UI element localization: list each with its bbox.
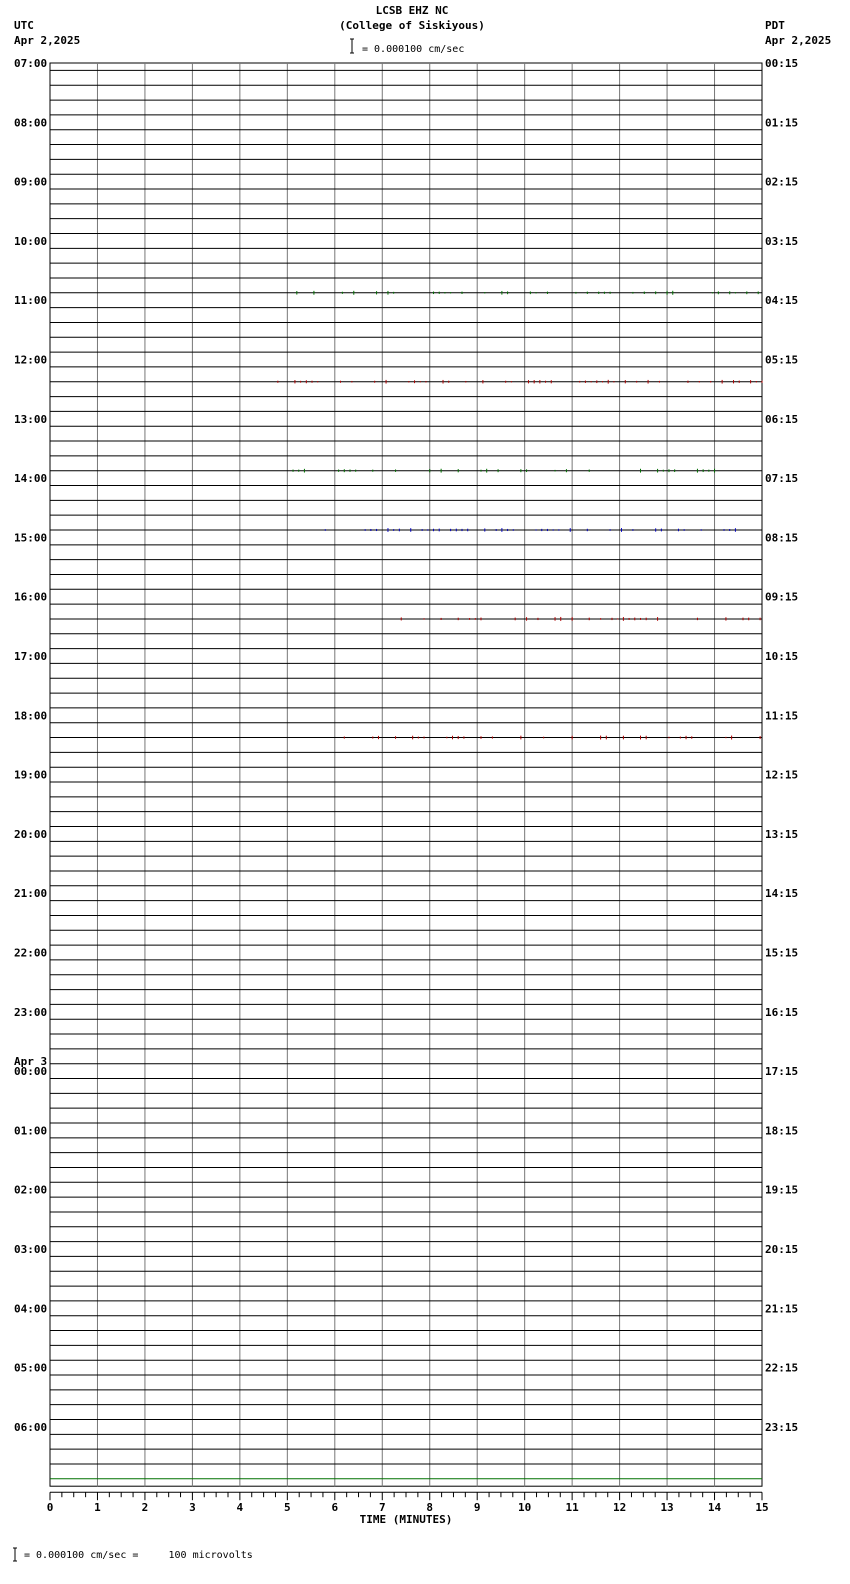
x-tick-label: 11 xyxy=(565,1501,579,1515)
plot-frame xyxy=(50,63,762,1486)
utc-hour-label: 12:00 xyxy=(14,353,48,367)
utc-hour-label: 00:00 xyxy=(14,1065,48,1079)
utc-hour-label: 06:00 xyxy=(14,1420,48,1434)
local-hour-label: 19:15 xyxy=(765,1183,799,1197)
utc-hour-label: 08:00 xyxy=(14,116,48,130)
utc-hour-label: 07:00 xyxy=(14,57,48,70)
x-tick-label: 3 xyxy=(189,1501,196,1515)
local-hour-label: 22:15 xyxy=(765,1361,799,1375)
x-tick-label: 0 xyxy=(46,1501,54,1515)
utc-hour-label: 10:00 xyxy=(14,234,48,248)
utc-hour-label: 13:00 xyxy=(14,412,48,426)
x-tick-label: 1 xyxy=(94,1501,101,1515)
local-hour-label: 05:15 xyxy=(765,353,799,367)
local-hour-label: 16:15 xyxy=(765,1005,799,1019)
utc-hour-label: 18:00 xyxy=(14,709,48,723)
left-timezone: UTC xyxy=(14,19,34,32)
right-date: Apr 2,2025 xyxy=(765,34,832,47)
x-tick-label: 5 xyxy=(284,1501,291,1515)
local-hour-label: 13:15 xyxy=(765,827,799,841)
local-hour-label: 10:15 xyxy=(765,650,799,663)
local-hour-label: 21:15 xyxy=(765,1302,799,1316)
utc-hour-label: 16:00 xyxy=(14,590,48,604)
x-tick-label: 15 xyxy=(755,1501,769,1515)
local-hour-label: 12:15 xyxy=(765,768,799,782)
x-tick-label: 2 xyxy=(141,1501,149,1515)
utc-hour-label: 11:00 xyxy=(14,294,48,308)
local-hour-label: 11:15 xyxy=(765,709,799,723)
utc-hour-label: 02:00 xyxy=(14,1183,48,1197)
x-tick-label: 4 xyxy=(236,1501,244,1515)
station-title: LCSB EHZ NC xyxy=(375,4,449,17)
utc-hour-label: 15:00 xyxy=(14,531,48,545)
local-hour-label: 09:15 xyxy=(765,590,799,604)
date-change-label: Apr 3 xyxy=(14,1055,48,1069)
utc-hour-label: 19:00 xyxy=(14,768,48,782)
local-hour-label: 15:15 xyxy=(765,946,799,960)
utc-hour-label: 03:00 xyxy=(14,1243,48,1256)
local-hour-label: 08:15 xyxy=(765,531,799,545)
utc-hour-label: 17:00 xyxy=(14,650,48,663)
utc-hour-label: 14:00 xyxy=(14,472,48,486)
x-tick-label: 7 xyxy=(378,1501,386,1515)
left-date: Apr 2,2025 xyxy=(14,34,81,47)
local-hour-label: 23:15 xyxy=(765,1420,799,1434)
local-hour-label: 04:15 xyxy=(765,294,799,308)
x-tick-label: 14 xyxy=(707,1501,722,1515)
local-hour-label: 07:15 xyxy=(765,472,799,486)
local-hour-label: 03:15 xyxy=(765,234,799,248)
utc-hour-label: 20:00 xyxy=(14,827,48,841)
local-hour-label: 06:15 xyxy=(765,412,799,426)
utc-hour-label: 22:00 xyxy=(14,946,48,960)
local-hour-label: 02:15 xyxy=(765,175,799,189)
utc-hour-label: 04:00 xyxy=(14,1302,48,1316)
local-hour-label: 20:15 xyxy=(765,1243,799,1256)
local-hour-label: 00:15 xyxy=(765,57,799,70)
x-tick-label: 13 xyxy=(660,1501,674,1515)
local-hour-label: 18:15 xyxy=(765,1124,799,1138)
utc-hour-label: 23:00 xyxy=(14,1005,48,1019)
utc-hour-label: 09:00 xyxy=(14,175,48,189)
utc-hour-label: 01:00 xyxy=(14,1124,48,1138)
local-hour-label: 14:15 xyxy=(765,887,799,901)
station-location: (College of Siskiyous) xyxy=(339,19,485,32)
scale-label: = 0.000100 cm/sec xyxy=(362,44,465,55)
x-tick-label: 10 xyxy=(518,1501,532,1515)
local-hour-label: 17:15 xyxy=(765,1065,799,1079)
x-tick-label: 9 xyxy=(473,1501,481,1515)
right-timezone: PDT xyxy=(765,19,785,32)
footer-scale-note: = 0.000100 cm/sec = 100 microvolts xyxy=(24,1550,253,1561)
local-hour-label: 01:15 xyxy=(765,116,799,130)
x-tick-label: 12 xyxy=(612,1501,627,1515)
utc-hour-label: 05:00 xyxy=(14,1361,48,1375)
x-axis-title: TIME (MINUTES) xyxy=(359,1513,453,1527)
x-tick-label: 6 xyxy=(331,1501,339,1515)
utc-hour-label: 21:00 xyxy=(14,887,48,901)
x-tick-label: 8 xyxy=(426,1501,434,1515)
